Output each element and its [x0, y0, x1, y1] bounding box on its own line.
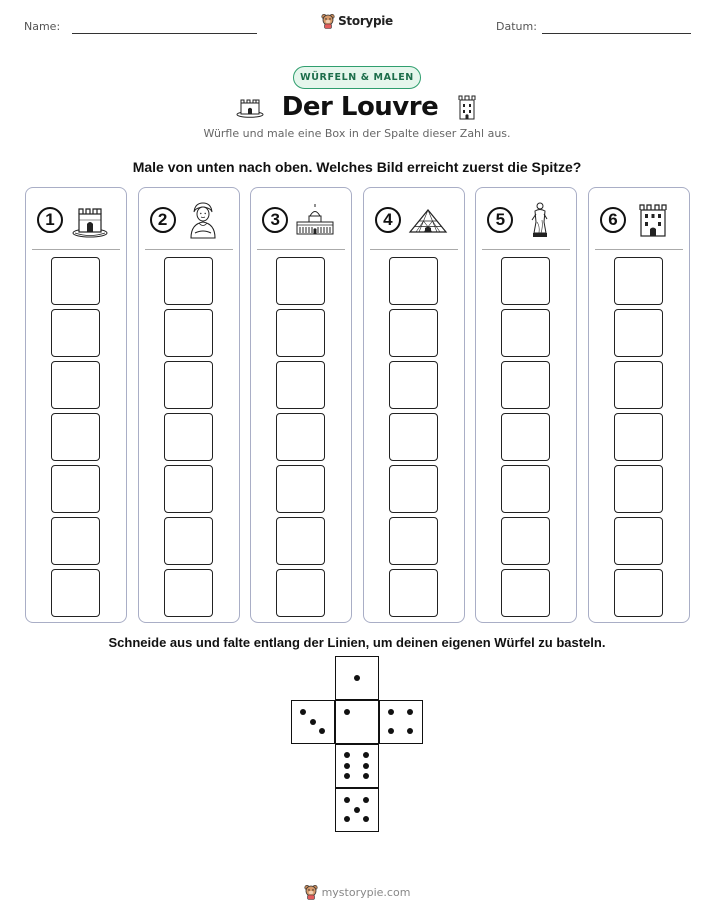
- date-line[interactable]: [542, 33, 691, 34]
- bear-mascot-icon: [321, 13, 335, 29]
- pip: [363, 763, 369, 769]
- pip: [344, 773, 350, 779]
- color-box[interactable]: [51, 413, 100, 461]
- die-face-lower: [335, 744, 379, 788]
- die-face-top: [335, 656, 379, 700]
- column-divider: [482, 249, 570, 250]
- color-box[interactable]: [164, 257, 213, 305]
- column-divider: [145, 249, 233, 250]
- color-box[interactable]: [501, 569, 550, 617]
- color-box[interactable]: [51, 517, 100, 565]
- color-box[interactable]: [389, 361, 438, 409]
- color-box[interactable]: [276, 569, 325, 617]
- color-box[interactable]: [501, 257, 550, 305]
- dice-columns: [25, 187, 690, 623]
- pip: [354, 675, 360, 681]
- color-box[interactable]: [51, 465, 100, 513]
- pip: [388, 709, 394, 715]
- column-number: 6: [600, 207, 626, 233]
- column-number: 3: [262, 207, 288, 233]
- column-number: 2: [150, 207, 176, 233]
- pip: [354, 807, 360, 813]
- color-box[interactable]: [51, 361, 100, 409]
- brand-name: Storypie: [338, 14, 393, 28]
- column-6: [588, 187, 690, 623]
- castle-icon: [70, 200, 110, 240]
- column-4: [363, 187, 465, 623]
- pip: [363, 752, 369, 758]
- tower-icon: [456, 94, 478, 120]
- color-box[interactable]: [614, 465, 663, 513]
- column-3: [250, 187, 352, 623]
- castle-icon: [236, 96, 264, 118]
- color-box[interactable]: [389, 569, 438, 617]
- color-box[interactable]: [276, 517, 325, 565]
- column-5: [475, 187, 577, 623]
- subtitle: Würfle und male eine Box in der Spalte dieser Zahl aus.: [203, 127, 511, 140]
- color-box[interactable]: [51, 569, 100, 617]
- color-box[interactable]: [389, 465, 438, 513]
- color-box[interactable]: [51, 309, 100, 357]
- color-box[interactable]: [501, 413, 550, 461]
- woman-portrait-icon: [183, 200, 223, 240]
- color-box[interactable]: [389, 413, 438, 461]
- color-box[interactable]: [614, 361, 663, 409]
- name-label: Name:: [24, 20, 61, 33]
- color-box[interactable]: [501, 465, 550, 513]
- pyramid-icon: [408, 200, 448, 240]
- color-box[interactable]: [501, 309, 550, 357]
- column-2: [138, 187, 240, 623]
- bear-mascot-icon: [304, 884, 318, 900]
- pip: [363, 797, 369, 803]
- color-box[interactable]: [164, 465, 213, 513]
- tower-icon: [633, 200, 673, 240]
- color-box[interactable]: [164, 517, 213, 565]
- pip: [319, 728, 325, 734]
- color-box[interactable]: [501, 361, 550, 409]
- name-line[interactable]: [72, 33, 257, 34]
- column-divider: [32, 249, 120, 250]
- column-number: 5: [487, 207, 513, 233]
- statue-icon: [520, 200, 560, 240]
- color-box[interactable]: [164, 309, 213, 357]
- die-face-center: [335, 700, 379, 744]
- die-face-right: [379, 700, 423, 744]
- color-box[interactable]: [164, 361, 213, 409]
- palace-icon: [295, 200, 335, 240]
- column-number: 4: [375, 207, 401, 233]
- activity-badge: WÜRFELN & MALEN: [293, 66, 421, 89]
- column-divider: [595, 249, 683, 250]
- pip: [407, 728, 413, 734]
- color-box[interactable]: [501, 517, 550, 565]
- page-title: Der Louvre: [281, 92, 439, 122]
- pip: [363, 816, 369, 822]
- pip: [344, 763, 350, 769]
- color-box[interactable]: [389, 517, 438, 565]
- pip: [344, 709, 350, 715]
- pip: [344, 752, 350, 758]
- cut-instruction: Schneide aus und falte entlang der Linien, um deinen eigenen Würfel zu basteln.: [108, 635, 606, 650]
- color-box[interactable]: [276, 257, 325, 305]
- brand-logo: [0, 13, 714, 29]
- color-box[interactable]: [164, 569, 213, 617]
- column-divider: [370, 249, 458, 250]
- pip: [344, 797, 350, 803]
- game-instruction: Male von unten nach oben. Welches Bild erreicht zuerst die Spitze?: [132, 159, 582, 175]
- color-box[interactable]: [614, 569, 663, 617]
- pip: [310, 719, 316, 725]
- column-number: 1: [37, 207, 63, 233]
- footer: [0, 884, 714, 900]
- die-face-bottom: [335, 788, 379, 832]
- color-box[interactable]: [614, 257, 663, 305]
- date-label: Datum:: [496, 20, 537, 33]
- pip: [407, 709, 413, 715]
- color-box[interactable]: [276, 309, 325, 357]
- pip: [363, 773, 369, 779]
- color-box[interactable]: [389, 309, 438, 357]
- pip: [388, 728, 394, 734]
- color-box[interactable]: [614, 517, 663, 565]
- color-box[interactable]: [51, 257, 100, 305]
- color-box[interactable]: [614, 309, 663, 357]
- die-face-left: [291, 700, 335, 744]
- pip: [344, 816, 350, 822]
- color-box[interactable]: [276, 465, 325, 513]
- color-box[interactable]: [276, 361, 325, 409]
- column-1: [25, 187, 127, 623]
- column-divider: [257, 249, 345, 250]
- footer-url: mystorypie.com: [321, 885, 411, 899]
- pip: [300, 709, 306, 715]
- color-box[interactable]: [164, 413, 213, 461]
- color-box[interactable]: [389, 257, 438, 305]
- color-box[interactable]: [614, 413, 663, 461]
- color-box[interactable]: [276, 413, 325, 461]
